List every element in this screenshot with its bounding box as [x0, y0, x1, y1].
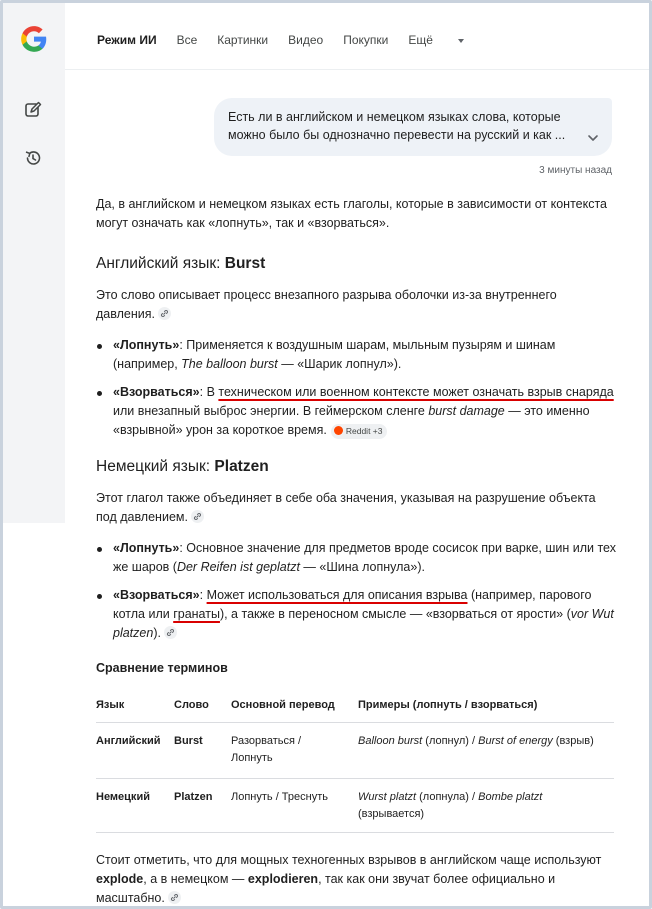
english-pop-term: «Лопнуть» — [113, 338, 180, 352]
german-underlined-phrase: Может использоваться для описания взрыва — [206, 588, 468, 602]
side-rail — [3, 3, 65, 523]
link-icon[interactable] — [191, 510, 204, 523]
tab-more-label: Ещё — [408, 33, 433, 47]
german-explode-text: : — [199, 588, 207, 602]
conclusion-word-explodieren: explodieren — [247, 871, 319, 886]
query-line-1: Есть ли в английском и немецком языках слова, которые — [228, 110, 561, 124]
german-meanings-list — [96, 539, 616, 643]
link-icon[interactable] — [168, 891, 181, 904]
table-cell: Английский — [96, 722, 174, 778]
conclusion-text-2: , а в немецком — — [143, 871, 248, 886]
german-explode-text-2: (например, парового котла или — [113, 588, 592, 621]
table-cell: Burst — [174, 722, 231, 778]
answer-intro: Да, в английском и немецком языках есть глаголы, которые в зависимости от контекста могут означать как «лопнуть», так и «взорваться». — [96, 197, 608, 230]
example-text: Wurst platzt — [358, 790, 417, 803]
tab-more[interactable] — [408, 33, 464, 47]
table-header: Язык — [96, 688, 174, 722]
list-item — [96, 383, 616, 440]
search-tabs — [97, 33, 484, 47]
german-underlined-word: гранаты — [173, 607, 220, 621]
tab-videos[interactable]: Видео — [288, 33, 324, 47]
comparison-title: Сравнение терминов — [96, 661, 228, 675]
english-pop-text: : Применяется к воздушным шарам, мыльным пузырям и шинам (например, — [113, 338, 556, 371]
comparison-table — [96, 688, 614, 833]
german-explode-text-4: ). — [153, 626, 161, 640]
german-description — [96, 489, 616, 527]
list-item — [96, 586, 616, 643]
chevron-down-icon[interactable] — [586, 131, 600, 145]
reddit-icon — [334, 426, 343, 435]
english-pop-example: The balloon burst — [181, 357, 278, 371]
table-cell: Немецкий — [96, 778, 174, 832]
source-chip-label: Reddit +3 — [345, 426, 383, 436]
heading-german-prefix: Немецкий язык: — [96, 458, 215, 475]
example-note: (взрыв) — [552, 734, 594, 747]
english-desc-text: Это слово описывает процесс внезапного разрыва оболочки из-за внутреннего давления. — [96, 288, 557, 321]
link-icon[interactable] — [158, 307, 171, 320]
table-header: Примеры (лопнуть / взорваться) — [358, 688, 614, 722]
english-explode-text-2: или внезапный выброс энергии. В геймерском сленге — [113, 404, 429, 418]
conclusion-text-3: , так как они звучат более официально и масштабно. — [96, 871, 556, 905]
list-item — [96, 539, 616, 577]
german-desc-text: Этот глагол также объединяет в себе оба значения, указывая на разрушение объекта под давлением. — [96, 491, 596, 524]
table-cell — [358, 722, 614, 778]
list-item — [96, 336, 616, 374]
heading-german-word: Platzen — [214, 458, 269, 475]
table-row — [96, 778, 614, 832]
example-text: Balloon burst — [358, 734, 423, 747]
table-cell — [358, 778, 614, 832]
table-row — [96, 722, 614, 778]
english-explode-text: : В — [199, 385, 219, 399]
example-text: Bombe platzt — [478, 790, 543, 803]
english-description — [96, 286, 616, 324]
german-explode-term: «Взорваться» — [113, 588, 200, 602]
tab-shopping[interactable]: Покупки — [343, 33, 389, 47]
example-text: Burst of energy — [478, 734, 553, 747]
tab-ai-mode[interactable]: Режим ИИ — [97, 33, 157, 47]
ai-answer — [96, 195, 616, 908]
english-explode-text-3: — это именно «взрывной» урон за короткое время. — [113, 404, 590, 437]
example-note: (лопнула) / — [416, 790, 479, 803]
new-chat-icon[interactable] — [23, 100, 43, 120]
table-cell: Platzen — [174, 778, 231, 832]
query-timestamp: 3 минуты назад — [539, 165, 612, 176]
user-query-bubble[interactable] — [214, 98, 612, 156]
heading-english-word: Burst — [224, 255, 266, 272]
german-explode-italic: vor Wut platzen — [113, 607, 614, 640]
heading-german — [96, 457, 616, 477]
english-underlined-phrase: техническом или военном контексте может означать взрыв снаряда — [218, 385, 614, 399]
german-pop-example: Der Reifen ist geplatzt — [176, 560, 300, 574]
table-cell: Лопнуть / Треснуть — [231, 778, 358, 832]
english-meanings-list — [96, 336, 616, 440]
google-logo[interactable] — [20, 25, 48, 53]
table-header: Слово — [174, 688, 231, 722]
tab-all[interactable]: Все — [176, 33, 198, 47]
link-icon[interactable] — [164, 626, 177, 639]
example-note: (лопнул) / — [422, 734, 479, 747]
conclusion-text: Стоит отметить, что для мощных техногенных взрывов в английском чаще используют — [96, 852, 602, 867]
table-header: Основной перевод — [231, 688, 358, 722]
query-line-2: можно было бы однозначно перевести на русский и как ... — [228, 128, 566, 142]
conclusion-word-explode: explode — [96, 871, 144, 886]
english-explode-term: «Взорваться» — [113, 385, 200, 399]
english-explode-italic: burst damage — [428, 404, 505, 418]
caret-down-icon — [458, 39, 464, 43]
heading-english-prefix: Английский язык: — [96, 255, 225, 272]
answer-conclusion — [96, 851, 616, 908]
german-explode-text-3: ), а также в переносном смысле — «взорваться от ярости» ( — [219, 607, 571, 621]
german-pop-text: : Основное значение для предметов вроде сосисок при варке, шин или тех же шаров ( — [113, 541, 616, 574]
german-pop-text-end: — «Шина лопнула»). — [299, 560, 425, 574]
german-pop-term: «Лопнуть» — [113, 541, 180, 555]
tab-images[interactable]: Картинки — [217, 33, 269, 47]
top-nav-bar — [65, 3, 649, 70]
table-header-row — [96, 688, 614, 722]
history-icon[interactable] — [23, 148, 43, 168]
table-cell: Разорваться / Лопнуть — [231, 722, 358, 778]
source-chip[interactable] — [331, 424, 388, 439]
example-note: (взрывается) — [358, 807, 425, 820]
heading-english — [96, 254, 616, 274]
english-pop-text-end: — «Шарик лопнул»). — [277, 357, 402, 371]
